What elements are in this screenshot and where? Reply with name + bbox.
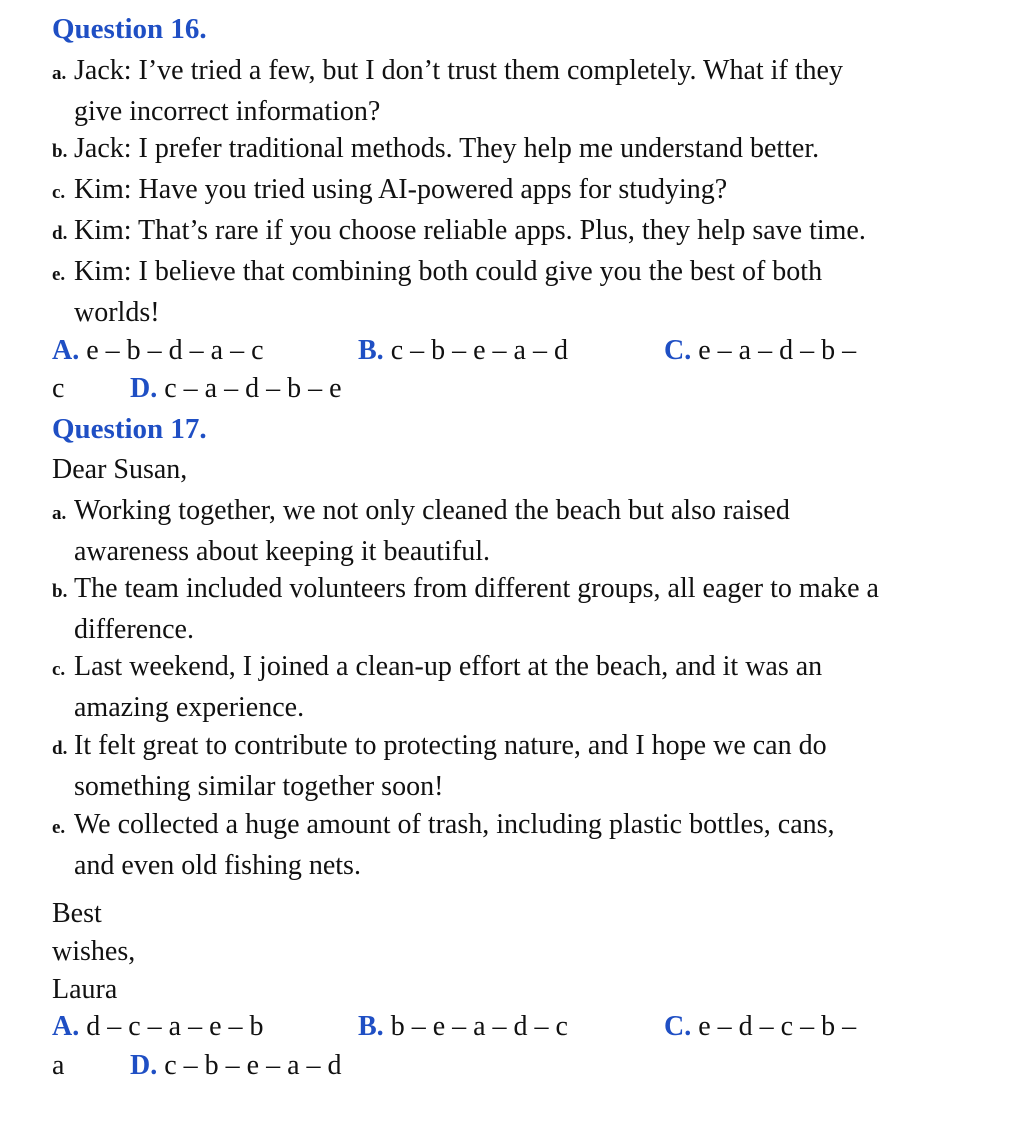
item-marker: e. — [52, 264, 66, 285]
q17-option-d[interactable] — [130, 1047, 342, 1085]
option-text: e – a – d – b – — [698, 335, 857, 366]
q16-item-c — [52, 171, 1012, 212]
item-text: Kim: Have you tried using AI-powered apps for studying? — [74, 174, 728, 205]
item-text-continued: and even old fishing nets. — [74, 850, 361, 881]
option-text: c – a – d – b – e — [164, 373, 342, 404]
letter-signature: Laura — [52, 974, 118, 1005]
item-text-continued: give incorrect information? — [74, 96, 381, 127]
question-16-title: Question 16. — [52, 13, 207, 45]
q16-option-a[interactable] — [52, 332, 264, 370]
q17-item-d — [52, 727, 1012, 806]
q17-option-c[interactable] — [664, 1008, 856, 1046]
item-text: We collected a huge amount of trash, including plastic bottles, cans, — [74, 809, 835, 840]
q16-item-d — [52, 212, 1012, 253]
option-text-wrap: a — [52, 1050, 65, 1081]
q17-option-b[interactable] — [358, 1008, 568, 1046]
item-text: The team included volunteers from different groups, all eager to make a — [74, 573, 879, 604]
item-text: Jack: I prefer traditional methods. They help me understand better. — [74, 133, 820, 164]
item-marker: d. — [52, 223, 68, 244]
q16-item-a — [52, 52, 1012, 131]
option-text: d – c – a – e – b — [86, 1011, 264, 1042]
option-letter: B. — [358, 335, 384, 366]
option-text: e – b – d – a – c — [86, 335, 264, 366]
q17-item-c — [52, 648, 1012, 727]
option-text: b – e – a – d – c — [390, 1011, 568, 1042]
option-letter: B. — [358, 1011, 384, 1042]
letter-closing-line-2: wishes, — [52, 936, 136, 967]
q16-item-b — [52, 130, 1012, 171]
q17-item-b — [52, 570, 1012, 649]
item-text: Last weekend, I joined a clean-up effort at the beach, and it was an — [74, 651, 823, 682]
item-text-continued: amazing experience. — [74, 692, 305, 723]
option-text-wrap: c — [52, 373, 65, 404]
q16-option-b[interactable] — [358, 332, 568, 370]
option-text: c – b – e – a – d — [164, 1050, 342, 1081]
q17-item-a — [52, 492, 1012, 571]
option-letter: C. — [664, 1011, 692, 1042]
item-text-continued: difference. — [74, 614, 194, 645]
option-letter: D. — [130, 1050, 158, 1081]
item-text: Working together, we not only cleaned the beach but also raised — [74, 495, 790, 526]
item-marker: d. — [52, 738, 68, 759]
question-17-title: Question 17. — [52, 413, 207, 445]
q16-option-c-wrap — [52, 370, 64, 408]
q17-item-e — [52, 806, 1012, 885]
q16-option-c[interactable] — [664, 332, 856, 370]
item-marker: a. — [52, 503, 67, 524]
item-marker: c. — [52, 659, 66, 680]
option-text: e – d – c – b – — [698, 1011, 857, 1042]
item-marker: a. — [52, 63, 67, 84]
item-text: Jack: I’ve tried a few, but I don’t trust them completely. What if they — [74, 55, 843, 86]
letter-closing-line-1: Best — [52, 898, 102, 929]
option-letter: C. — [664, 335, 692, 366]
item-text: Kim: That’s rare if you choose reliable apps. Plus, they help save time. — [74, 215, 866, 246]
item-text: It felt great to contribute to protecting nature, and I hope we can do — [74, 730, 827, 761]
q16-item-e — [52, 253, 1012, 332]
letter-greeting: Dear Susan, — [52, 454, 188, 485]
item-text-continued: awareness about keeping it beautiful. — [74, 536, 490, 567]
item-marker: b. — [52, 581, 68, 602]
option-letter: D. — [130, 373, 158, 404]
item-marker: c. — [52, 182, 66, 203]
option-text: c – b – e – a – d — [390, 335, 568, 366]
item-text-continued: worlds! — [74, 297, 160, 328]
item-marker: b. — [52, 141, 68, 162]
q17-option-c-wrap — [52, 1047, 64, 1085]
item-text-continued: something similar together soon! — [74, 771, 444, 802]
q17-option-a[interactable] — [52, 1008, 264, 1046]
item-marker: e. — [52, 817, 66, 838]
q16-option-d[interactable] — [130, 370, 342, 408]
option-letter: A. — [52, 1011, 80, 1042]
option-letter: A. — [52, 335, 80, 366]
item-text: Kim: I believe that combining both could give you the best of both — [74, 256, 823, 287]
